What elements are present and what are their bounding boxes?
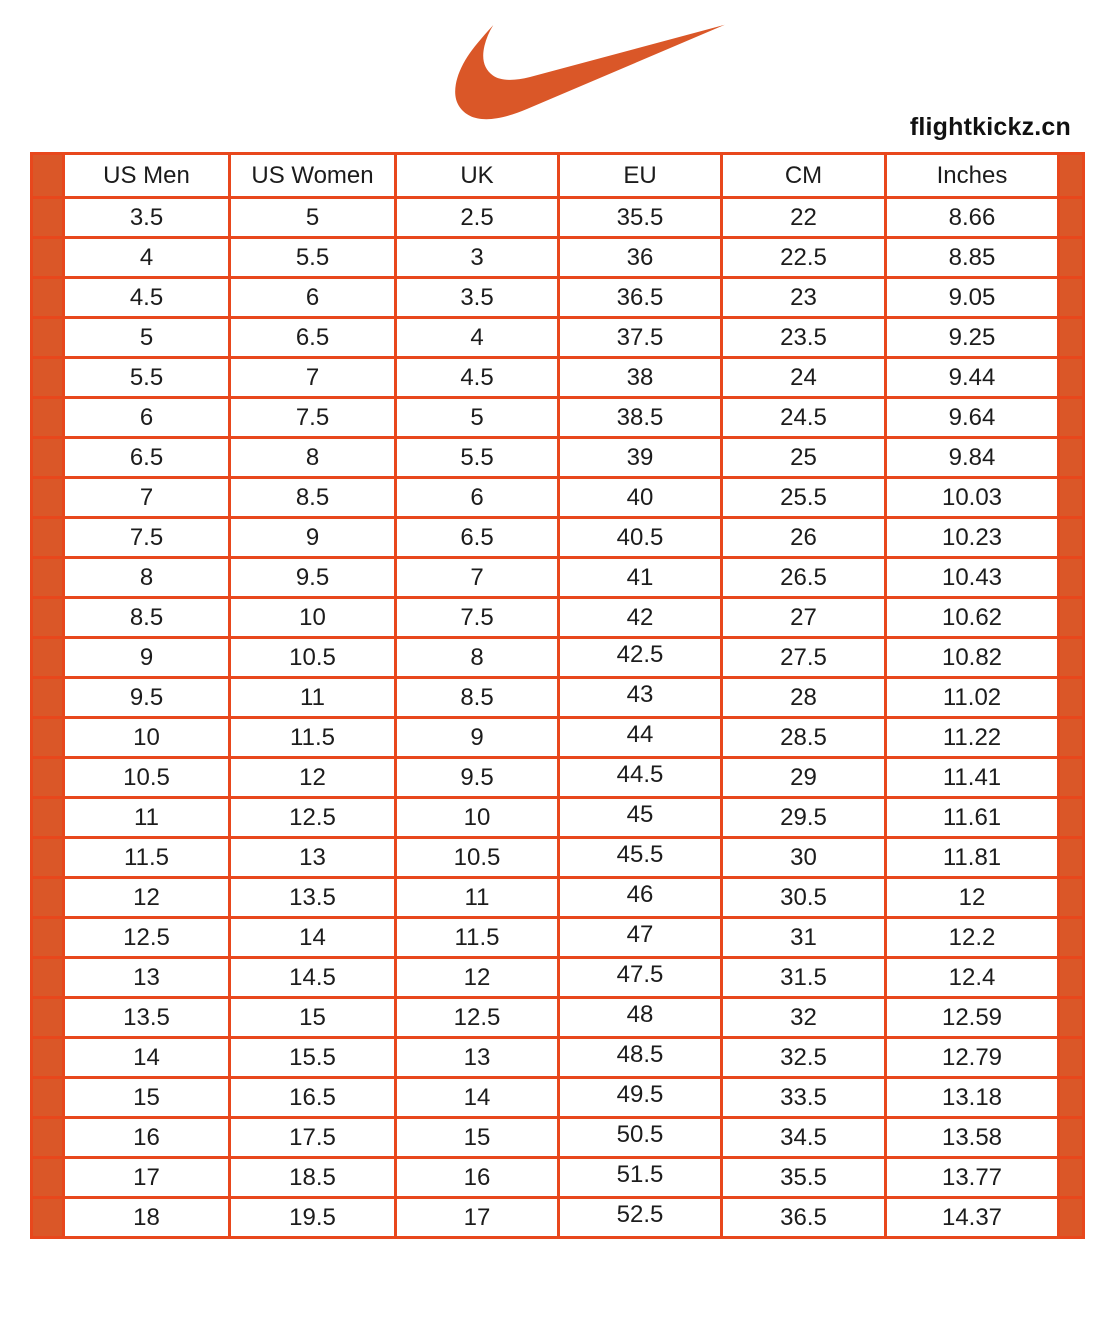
cell-eu: 38.5 [559, 398, 722, 438]
table-row [32, 958, 1084, 998]
right-accent-bar [1059, 1038, 1084, 1078]
left-accent-bar [32, 358, 64, 398]
cell-us-women: 6 [230, 278, 396, 318]
cell-cm: 22 [722, 198, 886, 238]
left-accent-bar [32, 1118, 64, 1158]
cell-eu: 51.5 [559, 1158, 722, 1198]
cell-cm: 33.5 [722, 1078, 886, 1118]
right-accent-bar [1059, 518, 1084, 558]
cell-us-men: 15 [64, 1078, 230, 1118]
cell-us-women: 12 [230, 758, 396, 798]
cell-us-women: 9 [230, 518, 396, 558]
right-accent-bar [1059, 438, 1084, 478]
cell-inches: 10.03 [886, 478, 1059, 518]
cell-us-women: 9.5 [230, 558, 396, 598]
table-row [32, 198, 1084, 238]
cell-inches: 11.22 [886, 718, 1059, 758]
right-accent-bar [1059, 358, 1084, 398]
left-accent-bar [32, 398, 64, 438]
cell-us-men: 10.5 [64, 758, 230, 798]
cell-cm: 34.5 [722, 1118, 886, 1158]
cell-inches: 9.05 [886, 278, 1059, 318]
cell-us-women: 12.5 [230, 798, 396, 838]
cell-uk: 6.5 [396, 518, 559, 558]
right-accent-bar [1059, 918, 1084, 958]
cell-us-men: 4 [64, 238, 230, 278]
right-accent-bar [1059, 1078, 1084, 1118]
cell-us-women: 7.5 [230, 398, 396, 438]
left-accent-bar [32, 1078, 64, 1118]
table-row [32, 638, 1084, 678]
table-row [32, 518, 1084, 558]
cell-inches: 11.41 [886, 758, 1059, 798]
left-accent-bar [32, 198, 64, 238]
table-row [32, 1158, 1084, 1198]
cell-inches: 11.61 [886, 798, 1059, 838]
cell-inches: 10.43 [886, 558, 1059, 598]
cell-inches: 9.64 [886, 398, 1059, 438]
right-accent-bar [1059, 678, 1084, 718]
right-accent-bar [1059, 318, 1084, 358]
cell-eu: 45.5 [559, 838, 722, 878]
left-accent-bar [32, 598, 64, 638]
left-accent-bar [32, 238, 64, 278]
cell-inches: 11.81 [886, 838, 1059, 878]
right-accent-bar [1059, 798, 1084, 838]
table-row [32, 558, 1084, 598]
table-row [32, 878, 1084, 918]
right-accent-bar [1059, 998, 1084, 1038]
cell-uk: 10.5 [396, 838, 559, 878]
cell-us-men: 13.5 [64, 998, 230, 1038]
cell-cm: 32 [722, 998, 886, 1038]
cell-cm: 24 [722, 358, 886, 398]
left-accent-bar [32, 558, 64, 598]
right-accent-bar [1059, 198, 1084, 238]
table-row [32, 318, 1084, 358]
table-row [32, 478, 1084, 518]
cell-us-women: 16.5 [230, 1078, 396, 1118]
cell-uk: 11.5 [396, 918, 559, 958]
cell-us-women: 10.5 [230, 638, 396, 678]
cell-us-men: 18 [64, 1198, 230, 1238]
cell-inches: 8.66 [886, 198, 1059, 238]
cell-uk: 9.5 [396, 758, 559, 798]
left-accent-bar [32, 1038, 64, 1078]
cell-us-men: 3.5 [64, 198, 230, 238]
cell-us-women: 15.5 [230, 1038, 396, 1078]
cell-cm: 23 [722, 278, 886, 318]
table-row [32, 998, 1084, 1038]
cell-inches: 13.77 [886, 1158, 1059, 1198]
table-row [32, 1078, 1084, 1118]
cell-us-women: 15 [230, 998, 396, 1038]
cell-eu: 45 [559, 798, 722, 838]
left-accent-bar [32, 518, 64, 558]
cell-cm: 22.5 [722, 238, 886, 278]
cell-uk: 11 [396, 878, 559, 918]
cell-eu: 50.5 [559, 1118, 722, 1158]
left-accent-bar [32, 878, 64, 918]
table-row [32, 1038, 1084, 1078]
nike-swoosh-icon [452, 22, 728, 122]
cell-uk: 4 [396, 318, 559, 358]
table-row [32, 1198, 1084, 1238]
cell-uk: 15 [396, 1118, 559, 1158]
cell-cm: 25.5 [722, 478, 886, 518]
left-accent-bar [32, 438, 64, 478]
cell-us-women: 7 [230, 358, 396, 398]
cell-inches: 10.62 [886, 598, 1059, 638]
column-header-cm: CM [722, 154, 886, 198]
right-accent-bar [1059, 154, 1084, 198]
cell-uk: 7.5 [396, 598, 559, 638]
cell-uk: 16 [396, 1158, 559, 1198]
column-header-us-men: US Men [64, 154, 230, 198]
cell-uk: 8 [396, 638, 559, 678]
cell-us-women: 13.5 [230, 878, 396, 918]
table-body [32, 198, 1084, 1238]
cell-us-men: 11 [64, 798, 230, 838]
right-accent-bar [1059, 478, 1084, 518]
cell-eu: 52.5 [559, 1198, 722, 1238]
table-row [32, 358, 1084, 398]
cell-us-women: 8.5 [230, 478, 396, 518]
cell-uk: 10 [396, 798, 559, 838]
cell-eu: 36 [559, 238, 722, 278]
cell-cm: 30.5 [722, 878, 886, 918]
cell-eu: 49.5 [559, 1078, 722, 1118]
cell-eu: 46 [559, 878, 722, 918]
right-accent-bar [1059, 878, 1084, 918]
cell-us-women: 10 [230, 598, 396, 638]
cell-uk: 14 [396, 1078, 559, 1118]
cell-us-men: 10 [64, 718, 230, 758]
left-accent-bar [32, 758, 64, 798]
cell-eu: 42.5 [559, 638, 722, 678]
cell-us-men: 9.5 [64, 678, 230, 718]
cell-eu: 37.5 [559, 318, 722, 358]
right-accent-bar [1059, 1198, 1084, 1238]
cell-inches: 8.85 [886, 238, 1059, 278]
left-accent-bar [32, 278, 64, 318]
cell-inches: 9.25 [886, 318, 1059, 358]
cell-us-women: 5 [230, 198, 396, 238]
cell-uk: 9 [396, 718, 559, 758]
left-accent-bar [32, 478, 64, 518]
cell-cm: 26.5 [722, 558, 886, 598]
cell-us-women: 13 [230, 838, 396, 878]
cell-inches: 12.4 [886, 958, 1059, 998]
cell-cm: 32.5 [722, 1038, 886, 1078]
left-accent-bar [32, 638, 64, 678]
right-accent-bar [1059, 398, 1084, 438]
cell-eu: 38 [559, 358, 722, 398]
left-accent-bar [32, 718, 64, 758]
cell-us-women: 14 [230, 918, 396, 958]
table-row [32, 398, 1084, 438]
cell-cm: 31 [722, 918, 886, 958]
table-row [32, 438, 1084, 478]
cell-us-men: 6 [64, 398, 230, 438]
cell-us-women: 6.5 [230, 318, 396, 358]
cell-inches: 9.44 [886, 358, 1059, 398]
table-row [32, 838, 1084, 878]
right-accent-bar [1059, 558, 1084, 598]
left-accent-bar [32, 678, 64, 718]
cell-us-women: 11.5 [230, 718, 396, 758]
cell-eu: 48 [559, 998, 722, 1038]
right-accent-bar [1059, 1118, 1084, 1158]
cell-cm: 36.5 [722, 1198, 886, 1238]
cell-us-men: 13 [64, 958, 230, 998]
table-row [32, 278, 1084, 318]
cell-inches: 12.59 [886, 998, 1059, 1038]
cell-eu: 47 [559, 918, 722, 958]
cell-uk: 7 [396, 558, 559, 598]
cell-inches: 12.79 [886, 1038, 1059, 1078]
cell-eu: 44 [559, 718, 722, 758]
table-row [32, 718, 1084, 758]
left-accent-bar [32, 838, 64, 878]
table-row [32, 758, 1084, 798]
table-row [32, 798, 1084, 838]
left-accent-bar [32, 1158, 64, 1198]
table-row [32, 918, 1084, 958]
cell-cm: 28.5 [722, 718, 886, 758]
left-accent-bar [32, 958, 64, 998]
cell-eu: 48.5 [559, 1038, 722, 1078]
cell-inches: 10.23 [886, 518, 1059, 558]
cell-us-men: 17 [64, 1158, 230, 1198]
cell-uk: 12 [396, 958, 559, 998]
right-accent-bar [1059, 958, 1084, 998]
cell-uk: 17 [396, 1198, 559, 1238]
cell-us-women: 8 [230, 438, 396, 478]
right-accent-bar [1059, 598, 1084, 638]
cell-cm: 25 [722, 438, 886, 478]
column-header-uk: UK [396, 154, 559, 198]
cell-us-men: 4.5 [64, 278, 230, 318]
cell-eu: 35.5 [559, 198, 722, 238]
cell-us-men: 5 [64, 318, 230, 358]
size-chart-table [30, 152, 1085, 1239]
cell-us-men: 6.5 [64, 438, 230, 478]
site-name: flightkickz.cn [909, 113, 1071, 141]
right-accent-bar [1059, 238, 1084, 278]
cell-cm: 29 [722, 758, 886, 798]
cell-uk: 6 [396, 478, 559, 518]
cell-us-men: 7.5 [64, 518, 230, 558]
cell-eu: 40.5 [559, 518, 722, 558]
cell-us-men: 12.5 [64, 918, 230, 958]
left-accent-bar [32, 154, 64, 198]
cell-eu: 41 [559, 558, 722, 598]
cell-eu: 47.5 [559, 958, 722, 998]
right-accent-bar [1059, 1158, 1084, 1198]
cell-cm: 24.5 [722, 398, 886, 438]
cell-us-men: 11.5 [64, 838, 230, 878]
cell-us-women: 18.5 [230, 1158, 396, 1198]
cell-cm: 35.5 [722, 1158, 886, 1198]
cell-cm: 27.5 [722, 638, 886, 678]
cell-us-women: 11 [230, 678, 396, 718]
right-accent-bar [1059, 838, 1084, 878]
cell-uk: 3.5 [396, 278, 559, 318]
left-accent-bar [32, 918, 64, 958]
column-header-us-women: US Women [230, 154, 396, 198]
cell-us-men: 9 [64, 638, 230, 678]
cell-inches: 12 [886, 878, 1059, 918]
cell-cm: 26 [722, 518, 886, 558]
cell-inches: 13.18 [886, 1078, 1059, 1118]
cell-uk: 12.5 [396, 998, 559, 1038]
right-accent-bar [1059, 718, 1084, 758]
table-row [32, 1118, 1084, 1158]
left-accent-bar [32, 318, 64, 358]
cell-us-men: 16 [64, 1118, 230, 1158]
cell-us-women: 5.5 [230, 238, 396, 278]
cell-inches: 11.02 [886, 678, 1059, 718]
cell-eu: 39 [559, 438, 722, 478]
cell-us-women: 17.5 [230, 1118, 396, 1158]
cell-inches: 12.2 [886, 918, 1059, 958]
cell-eu: 40 [559, 478, 722, 518]
cell-us-women: 14.5 [230, 958, 396, 998]
cell-cm: 28 [722, 678, 886, 718]
right-accent-bar [1059, 278, 1084, 318]
left-accent-bar [32, 1198, 64, 1238]
right-accent-bar [1059, 758, 1084, 798]
cell-eu: 36.5 [559, 278, 722, 318]
cell-eu: 44.5 [559, 758, 722, 798]
header-row [32, 154, 1084, 198]
cell-cm: 31.5 [722, 958, 886, 998]
cell-us-men: 7 [64, 478, 230, 518]
cell-us-women: 19.5 [230, 1198, 396, 1238]
table-row [32, 678, 1084, 718]
table-row [32, 598, 1084, 638]
table-row [32, 238, 1084, 278]
cell-cm: 30 [722, 838, 886, 878]
cell-uk: 3 [396, 238, 559, 278]
cell-inches: 10.82 [886, 638, 1059, 678]
cell-inches: 14.37 [886, 1198, 1059, 1238]
cell-uk: 5.5 [396, 438, 559, 478]
cell-cm: 27 [722, 598, 886, 638]
cell-inches: 13.58 [886, 1118, 1059, 1158]
cell-uk: 8.5 [396, 678, 559, 718]
cell-us-men: 5.5 [64, 358, 230, 398]
column-header-eu: EU [559, 154, 722, 198]
column-header-inches: Inches [886, 154, 1059, 198]
cell-inches: 9.84 [886, 438, 1059, 478]
cell-us-men: 8 [64, 558, 230, 598]
cell-uk: 4.5 [396, 358, 559, 398]
cell-uk: 5 [396, 398, 559, 438]
cell-uk: 13 [396, 1038, 559, 1078]
cell-cm: 23.5 [722, 318, 886, 358]
right-accent-bar [1059, 638, 1084, 678]
cell-us-men: 14 [64, 1038, 230, 1078]
cell-eu: 42 [559, 598, 722, 638]
left-accent-bar [32, 798, 64, 838]
left-accent-bar [32, 998, 64, 1038]
cell-us-men: 12 [64, 878, 230, 918]
cell-us-men: 8.5 [64, 598, 230, 638]
cell-eu: 43 [559, 678, 722, 718]
cell-uk: 2.5 [396, 198, 559, 238]
cell-cm: 29.5 [722, 798, 886, 838]
